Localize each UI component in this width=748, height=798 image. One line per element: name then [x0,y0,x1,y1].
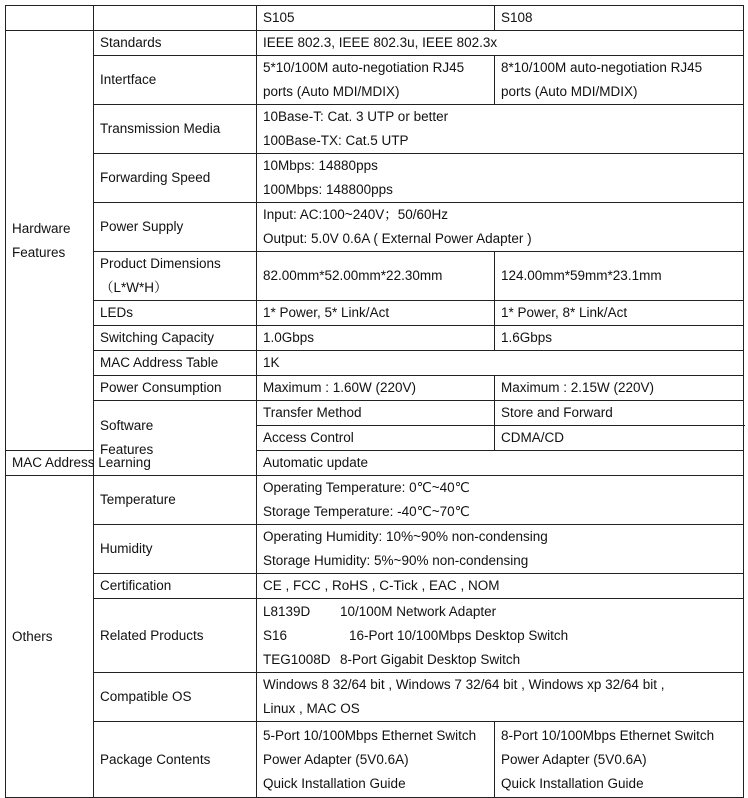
table-row [6,154,744,203]
row-value: Automatic update [257,451,744,476]
table-row [6,31,744,56]
row-label: MAC Address Table [94,351,257,376]
row-value: CE , FCC , RoHS , C-Tick , EAC , NOM [257,574,744,599]
row-value-a: 1* Power, 5* Link/Act [257,301,495,326]
category-hardware [6,31,94,451]
row-value-a [257,722,495,798]
category-label: Hardware [12,220,71,236]
value-line: 5*10/100M auto-negotiation RJ45 [263,60,465,75]
row-label [94,252,257,301]
header-row [6,6,744,31]
row-value [257,476,744,525]
product-code: TEG1008D [263,651,331,667]
row-value-b [495,56,744,105]
table-row [6,574,744,599]
table-row [6,252,744,301]
table-row [6,326,744,351]
row-label: Power Consumption [94,376,257,401]
row-value: Store and Forward [495,401,744,426]
table-row [6,722,744,798]
related-product [263,624,737,648]
table-row [6,56,744,105]
category-label: Features [12,244,66,260]
row-label: LEDs [94,301,257,326]
row-value [257,599,744,673]
category-label: Features [100,442,154,457]
value-line: Quick Installation Guide [501,775,644,791]
value-line: Linux , MAC OS [263,701,360,716]
row-value-b: 124.00mm*59mm*23.1mm [495,252,744,301]
row-value-b [495,722,744,798]
table-row [6,673,744,722]
model-b-header: S108 [495,6,744,31]
row-value-a [257,56,495,105]
value-line: 100Mbps: 148800pps [263,182,393,197]
category-label: Software [100,418,154,433]
table-row [6,599,744,673]
row-value-a: 1.0Gbps [257,326,495,351]
value-line: Windows 8 32/64 bit , Windows 7 32/64 bit , Windows xp 32/64 bit , [263,677,665,692]
row-label: Compatible OS [94,673,257,722]
table-row [6,476,744,525]
row-value: 1K [257,351,744,376]
row-label: Humidity [94,525,257,574]
row-label: MAC Address Learning [6,451,94,476]
label-line: （L*W*H） [100,280,168,295]
row-label: Access Control [257,426,495,451]
row-value [257,154,744,203]
product-code: L8139D [263,603,311,619]
row-value [257,673,744,722]
model-a-header: S105 [257,6,495,31]
value-line: Power Adapter (5V0.6A) [263,751,409,767]
value-line: Operating Humidity: 10%~90% non-condensing [263,529,548,544]
row-value [257,525,744,574]
value-line: Output: 5.0V 0.6A ( External Power Adapter ) [263,231,532,246]
label-line: Product Dimensions [100,256,221,271]
row-label: Certification [94,574,257,599]
row-label: Temperature [94,476,257,525]
row-value-a: 82.00mm*52.00mm*22.30mm [257,252,495,301]
value-line: ports (Auto MDI/MDIX) [501,84,638,99]
row-value: IEEE 802.3, IEEE 802.3u, IEEE 802.3x [257,31,744,56]
value-line: 8-Port 10/100Mbps Ethernet Switch [501,727,715,743]
value-line: Storage Humidity: 5%~90% non-condensing [263,553,529,568]
product-desc: 10/100M Network Adapter [340,603,497,619]
product-desc: 8-Port Gigabit Desktop Switch [340,651,521,667]
row-label: Transfer Method [257,401,495,426]
row-label: Power Supply [94,203,257,252]
row-label: Forwarding Speed [94,154,257,203]
row-label: Package Contents [94,722,257,798]
product-code: S16 [263,627,288,643]
value-line: Input: AC:100~240V；50/60Hz [263,207,449,222]
table-row [6,105,744,154]
row-value-b: Maximum : 2.15W (220V) [495,376,744,401]
value-line: Operating Temperature: 0℃~40℃ [263,480,470,495]
row-value [257,203,744,252]
row-value-a: Maximum : 1.60W (220V) [257,376,495,401]
table-row [6,376,744,401]
row-label: Standards [94,31,257,56]
table-row [6,401,744,426]
row-label: Switching Capacity [94,326,257,351]
row-label: Related Products [94,599,257,673]
row-value: CDMA/CD [495,426,744,451]
product-desc: 16-Port 10/100Mbps Desktop Switch [349,627,569,643]
table-row [6,525,744,574]
value-line: 10Mbps: 14880pps [263,158,378,173]
row-value-b: 1* Power, 8* Link/Act [495,301,744,326]
spec-table [5,5,744,798]
value-line: 100Base-TX: Cat.5 UTP [263,133,409,148]
header-blank [94,6,257,31]
row-label: Intertface [94,56,257,105]
row-value-b: 1.6Gbps [495,326,744,351]
value-line: Storage Temperature: -40℃~70℃ [263,504,470,519]
row-value [257,105,744,154]
table-row [6,203,744,252]
related-product [263,600,737,624]
value-line: 5-Port 10/100Mbps Ethernet Switch [263,727,477,743]
category-others: Others [6,476,94,798]
table-row [6,301,744,326]
value-line: ports (Auto MDI/MDIX) [263,84,400,99]
value-line: Quick Installation Guide [263,775,406,791]
table-row [6,351,744,376]
header-blank [6,6,94,31]
value-line: 8*10/100M auto-negotiation RJ45 [501,60,703,75]
value-line: Power Adapter (5V0.6A) [501,751,647,767]
value-line: 10Base-T: Cat. 3 UTP or better [263,109,449,124]
row-label: Transmission Media [94,105,257,154]
related-product [263,648,737,672]
